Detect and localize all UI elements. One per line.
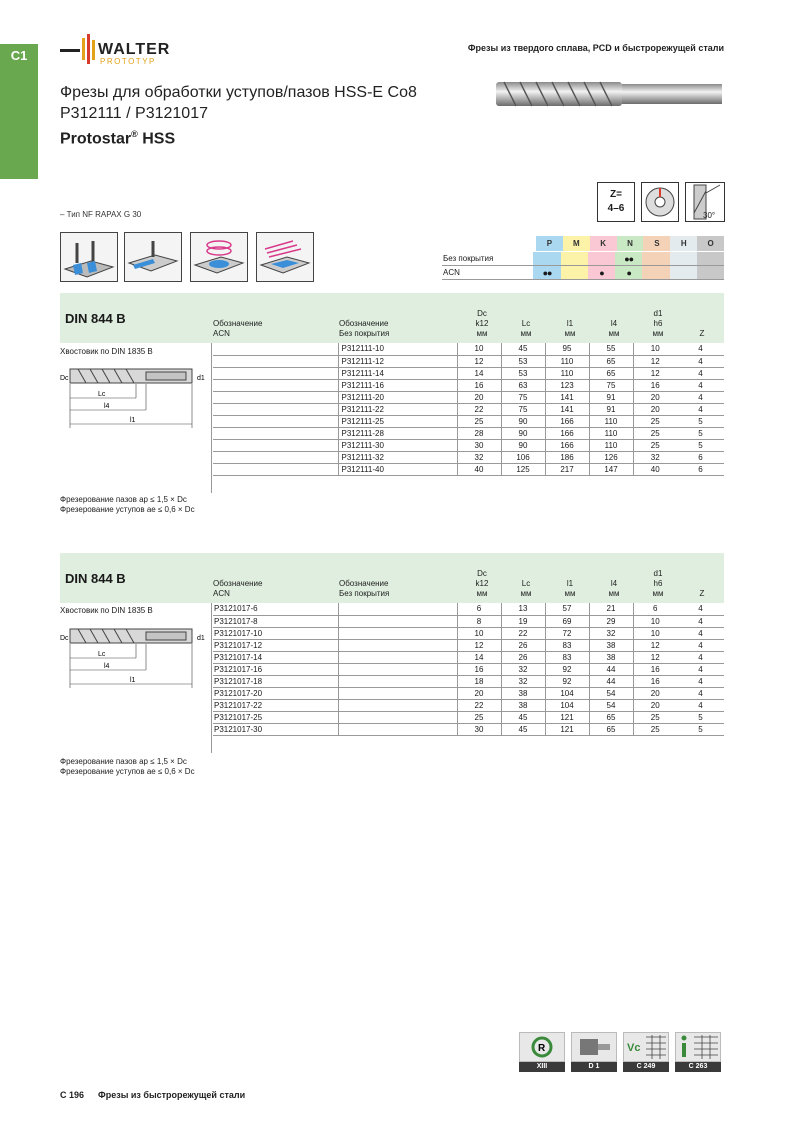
table-cell: 91	[589, 391, 633, 403]
col-dc: Dc k12 мм	[475, 309, 489, 338]
table-cell	[213, 343, 338, 355]
ref-regrind[interactable]	[519, 1032, 565, 1072]
page-number: C 196	[60, 1090, 85, 1100]
table-row[interactable]	[213, 391, 724, 403]
table-row[interactable]	[213, 651, 724, 663]
table2	[213, 603, 724, 736]
table-cell	[338, 723, 457, 735]
table-cell: 4	[677, 403, 724, 415]
table-cell: 166	[545, 439, 589, 451]
ref-code: D 1	[571, 1062, 617, 1072]
table-cell: 6	[457, 603, 501, 615]
material-p: P	[536, 236, 563, 251]
table-cell: 25	[633, 427, 677, 439]
table-cell: 65	[589, 711, 633, 723]
col-d1: d1 h6 мм	[652, 569, 664, 598]
table-cell: 38	[501, 699, 545, 711]
table-cell: P3121017-22	[213, 699, 338, 711]
table-cell: P3121017-14	[213, 651, 338, 663]
svg-text:l4: l4	[104, 403, 110, 410]
col-lc: Lc мм	[520, 579, 532, 598]
table-cell: 53	[501, 367, 545, 379]
table-row[interactable]	[213, 427, 724, 439]
table-cell: 14	[457, 651, 501, 663]
material-s: S	[643, 236, 670, 251]
table-cell: P3121017-8	[213, 615, 338, 627]
table-cell: 30	[457, 723, 501, 735]
table-row[interactable]	[213, 403, 724, 415]
col-l4: l4 мм	[608, 579, 620, 598]
table-cell: 29	[589, 615, 633, 627]
table1	[213, 343, 724, 476]
table-cell: 121	[545, 711, 589, 723]
table-cell: P3121017-20	[213, 687, 338, 699]
table-cell	[338, 603, 457, 615]
table-cell: 32	[501, 675, 545, 687]
ref-chuck[interactable]	[571, 1032, 617, 1072]
table-cell	[213, 367, 338, 379]
table-cell: 4	[677, 391, 724, 403]
table-cell	[338, 651, 457, 663]
table-cell: 4	[677, 663, 724, 675]
notes-2	[60, 757, 195, 777]
table-cell	[338, 687, 457, 699]
material-k: K	[590, 236, 617, 251]
flute-count-badge	[597, 182, 635, 222]
table-cell: 65	[589, 367, 633, 379]
table-cell	[338, 699, 457, 711]
table-cell: 6	[633, 603, 677, 615]
table-cell: 38	[589, 651, 633, 663]
table-cell: 44	[589, 663, 633, 675]
table-cell: 20	[633, 699, 677, 711]
svg-text:d1: d1	[197, 635, 205, 642]
material-row-acn: ACN ●● ● ●	[442, 266, 724, 280]
col-z: Z	[699, 589, 705, 598]
table-cell: P3121017-6	[213, 603, 338, 615]
table-cell: 38	[589, 639, 633, 651]
table-row[interactable]	[213, 379, 724, 391]
svg-text:Dc: Dc	[60, 635, 69, 642]
material-o: O	[697, 236, 724, 251]
table-row[interactable]	[213, 711, 724, 723]
shoulder-note: Фрезерование уступов ae ≤ 0,6 × Dc	[60, 767, 195, 776]
table-cell: 10	[457, 627, 501, 639]
table-cell	[213, 355, 338, 367]
table-row[interactable]	[213, 723, 724, 735]
table-cell: P312111-12	[338, 355, 457, 367]
table-cell: 141	[545, 403, 589, 415]
table-cell: 26	[501, 639, 545, 651]
table-cell: 4	[677, 355, 724, 367]
svg-text:Vc: Vc	[627, 1042, 641, 1054]
table-cell: 25	[633, 723, 677, 735]
svg-text:Dc: Dc	[60, 375, 69, 382]
table-row[interactable]	[213, 639, 724, 651]
table-cell	[338, 711, 457, 723]
table-cell: P312111-25	[338, 415, 457, 427]
svg-text:R: R	[538, 1043, 546, 1054]
page-title	[60, 82, 417, 149]
table-cell: 12	[633, 639, 677, 651]
table-cell: P312111-20	[338, 391, 457, 403]
table-cell: 14	[457, 367, 501, 379]
z-range: 4–6	[607, 203, 625, 214]
svg-text:Lc: Lc	[98, 391, 106, 398]
table-cell	[213, 391, 338, 403]
table-cell: 32	[501, 663, 545, 675]
table-row[interactable]	[213, 699, 724, 711]
material-h: H	[670, 236, 697, 251]
table-cell: 83	[545, 651, 589, 663]
material-row-uncoated: Без покрытия ●●	[442, 252, 724, 266]
table-cell	[213, 451, 338, 463]
suitability-marks: ●	[615, 266, 642, 279]
table-cell: 25	[457, 415, 501, 427]
table-cell: 63	[501, 379, 545, 391]
title-line-1: Фрезы для обработки уступов/пазов HSS-E Co8	[60, 84, 417, 101]
table-cell: 125	[501, 463, 545, 475]
table-cell: 16	[633, 663, 677, 675]
end-mill-image	[494, 76, 724, 112]
type-note: – Тип NF RAPAX G 30	[60, 210, 142, 219]
table-cell: 22	[501, 627, 545, 639]
table-cell: 104	[545, 699, 589, 711]
table-cell: 10	[457, 343, 501, 355]
slotting-operation-icon	[60, 232, 118, 282]
table-row[interactable]	[213, 675, 724, 687]
table-cell: 10	[633, 343, 677, 355]
table-cell: 44	[589, 675, 633, 687]
table-cell: P3121017-18	[213, 675, 338, 687]
table-cell: 40	[633, 463, 677, 475]
slotting-note: Фрезерование пазов ap ≤ 1,5 × Dc	[60, 495, 187, 504]
table-cell: 12	[633, 367, 677, 379]
shoulder-note: Фрезерование уступов ae ≤ 0,6 × Dc	[60, 505, 195, 514]
table-cell: 110	[589, 427, 633, 439]
suitability-marks: ●●	[533, 266, 560, 279]
shoulder-milling-icon	[124, 232, 182, 282]
col-d1: d1 h6 мм	[652, 309, 664, 338]
table-cell: 6	[677, 463, 724, 475]
chapter-tab-label: C1	[10, 48, 28, 63]
table-cell: 75	[501, 391, 545, 403]
table-cell: 32	[589, 627, 633, 639]
table-cell: 20	[457, 391, 501, 403]
table-cell: 16	[457, 663, 501, 675]
table-cell	[213, 427, 338, 439]
table-cell: 5	[677, 415, 724, 427]
table-cell: 25	[633, 415, 677, 427]
table-cell: P312111-30	[338, 439, 457, 451]
table-cell: 32	[457, 451, 501, 463]
table-cell: 90	[501, 439, 545, 451]
brand-sub: PROTOTYP	[100, 57, 156, 66]
table-cell: 40	[457, 463, 501, 475]
table-cell: 25	[633, 439, 677, 451]
table-cell: 53	[501, 355, 545, 367]
table-cell: 91	[589, 403, 633, 415]
table-cell: P312111-28	[338, 427, 457, 439]
table-cell	[338, 639, 457, 651]
table-cell: 54	[589, 687, 633, 699]
table-cell: 4	[677, 699, 724, 711]
table-row[interactable]	[213, 343, 724, 355]
table-cell: P3121017-10	[213, 627, 338, 639]
table-cell: 4	[677, 675, 724, 687]
table-cell: P312111-40	[338, 463, 457, 475]
table2-header	[60, 553, 724, 603]
table-cell: 4	[677, 687, 724, 699]
table-cell: 10	[633, 615, 677, 627]
table-row[interactable]	[213, 463, 724, 475]
table-cell: P312111-16	[338, 379, 457, 391]
table-cell: 106	[501, 451, 545, 463]
table-cell: 25	[633, 711, 677, 723]
table-cell: 57	[545, 603, 589, 615]
col-z: Z	[699, 329, 705, 338]
table-cell: 45	[501, 723, 545, 735]
brand-name: WALTER	[98, 41, 171, 58]
suitability-marks: ●	[588, 266, 615, 279]
table-cell: 20	[633, 687, 677, 699]
table-cell: 38	[501, 687, 545, 699]
table-cell: 69	[545, 615, 589, 627]
footer-section: Фрезы из быстрорежущей стали	[98, 1090, 246, 1100]
ref-code: C 249	[623, 1062, 669, 1072]
table-cell: 4	[677, 639, 724, 651]
table-cell: 104	[545, 687, 589, 699]
chapter-tab[interactable]	[0, 44, 38, 179]
table-cell: 12	[457, 639, 501, 651]
table-cell: 16	[457, 379, 501, 391]
table-cell: 90	[501, 427, 545, 439]
table-cell: P3121017-16	[213, 663, 338, 675]
table-row[interactable]	[213, 367, 724, 379]
table-row[interactable]	[213, 687, 724, 699]
table-cell: 186	[545, 451, 589, 463]
material-n: N	[617, 236, 644, 251]
table-row[interactable]	[213, 439, 724, 451]
table-cell: 5	[677, 427, 724, 439]
table-row[interactable]	[213, 627, 724, 639]
svg-text:d1: d1	[197, 375, 205, 382]
table-cell: 141	[545, 391, 589, 403]
suitability-marks: ●●	[615, 252, 642, 265]
table-row[interactable]	[213, 451, 724, 463]
shank-label: Хвостовик по DIN 1835 B	[60, 606, 153, 615]
table-cell: 75	[501, 403, 545, 415]
table-cell	[213, 439, 338, 451]
table-cell: 25	[457, 711, 501, 723]
table-cell: 166	[545, 415, 589, 427]
table-cell: 5	[677, 723, 724, 735]
table-cell: 6	[677, 451, 724, 463]
svg-text:l1: l1	[130, 677, 136, 684]
table-cell: P3121017-25	[213, 711, 338, 723]
center-cutting-icon	[641, 182, 679, 222]
table-cell: 22	[457, 403, 501, 415]
table-cell: 92	[545, 663, 589, 675]
table-cell: 147	[589, 463, 633, 475]
table-cell: 30	[457, 439, 501, 451]
page-footer	[60, 1090, 245, 1100]
table-cell: 5	[677, 711, 724, 723]
table-cell: 110	[589, 415, 633, 427]
table-cell: 4	[677, 603, 724, 615]
pocket-milling-icon	[256, 232, 314, 282]
col-uncoated: Обозначение Без покрытия	[339, 579, 390, 598]
col-dc: Dc k12 мм	[475, 569, 489, 598]
table-cell: 75	[589, 379, 633, 391]
table-cell: 10	[633, 627, 677, 639]
table-cell: 54	[589, 699, 633, 711]
table-cell: 20	[633, 403, 677, 415]
dimension-diagram	[60, 624, 210, 694]
col-uncoated: Обозначение Без покрытия	[339, 319, 390, 338]
reference-icons	[519, 1032, 721, 1072]
table-cell: 22	[457, 699, 501, 711]
ref-code: XIII	[519, 1062, 565, 1072]
table-cell: 121	[545, 723, 589, 735]
material-group-header	[536, 236, 724, 251]
table-cell	[213, 379, 338, 391]
table-cell	[213, 463, 338, 475]
table-cell: 13	[501, 603, 545, 615]
table-cell	[338, 675, 457, 687]
material-m: M	[563, 236, 590, 251]
table-cell: P312111-10	[338, 343, 457, 355]
table-cell	[213, 403, 338, 415]
ref-cutting-data[interactable]	[623, 1032, 669, 1072]
table-cell	[338, 663, 457, 675]
table-cell: 45	[501, 711, 545, 723]
dimension-diagram	[60, 364, 210, 434]
col-l4: l4 мм	[608, 319, 620, 338]
din-label: DIN 844 B	[65, 311, 126, 326]
table-cell: 166	[545, 427, 589, 439]
table-cell: 20	[633, 391, 677, 403]
table-cell: 16	[633, 675, 677, 687]
table-cell: 21	[589, 603, 633, 615]
table-cell: 72	[545, 627, 589, 639]
table-cell: 4	[677, 651, 724, 663]
table-cell: 90	[501, 415, 545, 427]
notes-1	[60, 495, 195, 515]
table-cell: 110	[545, 355, 589, 367]
table-cell: 126	[589, 451, 633, 463]
table-cell: 92	[545, 675, 589, 687]
table-cell	[338, 627, 457, 639]
table-cell: 16	[633, 379, 677, 391]
col-acn: Обозначение ACN	[213, 579, 263, 598]
z-label: Z=	[610, 189, 622, 200]
table-cell: 4	[677, 379, 724, 391]
col-acn: Обозначение ACN	[213, 319, 263, 338]
table-cell: 4	[677, 367, 724, 379]
ref-code: C 263	[675, 1062, 721, 1072]
table-cell: 4	[677, 343, 724, 355]
svg-text:Lc: Lc	[98, 651, 106, 658]
table-cell: 123	[545, 379, 589, 391]
table-cell: 5	[677, 439, 724, 451]
table-cell	[338, 615, 457, 627]
plunge-circular-icon	[190, 232, 248, 282]
table-cell: P312111-32	[338, 451, 457, 463]
table-cell	[213, 415, 338, 427]
table-cell: 8	[457, 615, 501, 627]
table-cell: P312111-14	[338, 367, 457, 379]
table-cell: 95	[545, 343, 589, 355]
table-cell: 12	[457, 355, 501, 367]
table1-header	[60, 293, 724, 343]
table-cell: 217	[545, 463, 589, 475]
svg-text:l1: l1	[130, 417, 136, 424]
svg-text:l4: l4	[104, 663, 110, 670]
walter-logo	[60, 34, 200, 70]
table-cell: P312111-22	[338, 403, 457, 415]
table-row[interactable]	[213, 615, 724, 627]
table-cell: 65	[589, 355, 633, 367]
table-cell: 19	[501, 615, 545, 627]
table-row[interactable]	[213, 355, 724, 367]
table-cell: 65	[589, 723, 633, 735]
col-l1: l1 мм	[564, 579, 576, 598]
ref-info[interactable]	[675, 1032, 721, 1072]
table-cell: P3121017-30	[213, 723, 338, 735]
table-row[interactable]	[213, 415, 724, 427]
table-cell: 4	[677, 627, 724, 639]
table-cell: 83	[545, 639, 589, 651]
table-cell: 110	[589, 439, 633, 451]
table-row[interactable]	[213, 663, 724, 675]
col-l1: l1 мм	[564, 319, 576, 338]
table-cell: 110	[545, 367, 589, 379]
table-cell: 26	[501, 651, 545, 663]
table-cell: 18	[457, 675, 501, 687]
table-cell: 12	[633, 355, 677, 367]
catalog-section: Фрезы из твердого сплава, PCD и быстрорежущей стали	[467, 43, 724, 53]
table-cell: 55	[589, 343, 633, 355]
helix-angle-icon	[685, 182, 725, 222]
table-cell: P3121017-12	[213, 639, 338, 651]
table-cell: 20	[457, 687, 501, 699]
title-line-3: Protostar® HSS	[60, 129, 176, 148]
title-line-2: P312111 / P3121017	[60, 105, 208, 122]
table-row[interactable]	[213, 603, 724, 615]
table-cell: 32	[633, 451, 677, 463]
col-lc: Lc мм	[520, 319, 532, 338]
table-cell: 45	[501, 343, 545, 355]
din-label: DIN 844 B	[65, 571, 126, 586]
shank-label: Хвостовик по DIN 1835 B	[60, 347, 153, 356]
table-cell: 4	[677, 615, 724, 627]
helix-angle-value: 30°	[703, 211, 716, 220]
table-cell: 12	[633, 651, 677, 663]
table-cell: 28	[457, 427, 501, 439]
slotting-note: Фрезерование пазов ap ≤ 1,5 × Dc	[60, 757, 187, 766]
